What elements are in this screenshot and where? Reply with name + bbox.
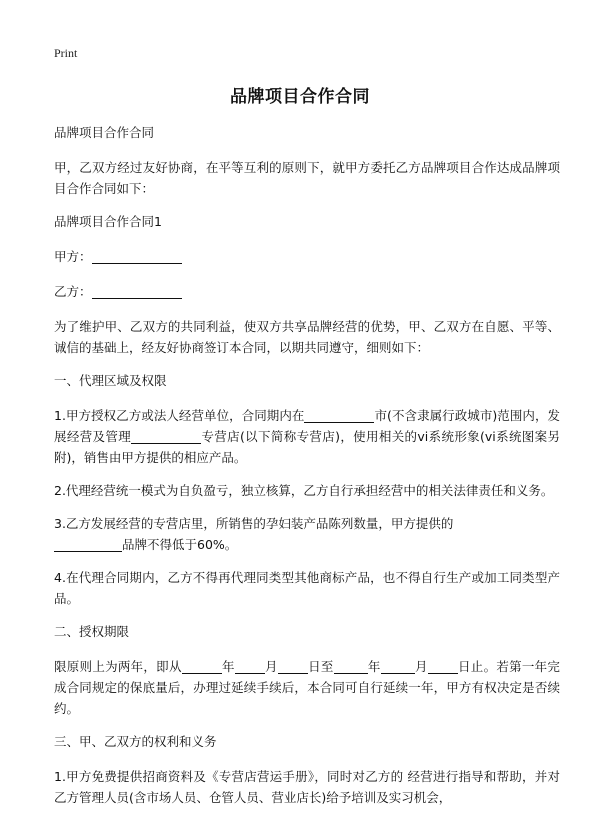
term-month-1: 月 <box>264 659 278 674</box>
term-paragraph <box>54 656 560 719</box>
section-heading-1: 一、代理区域及权限 <box>54 373 167 388</box>
party-b-line <box>54 281 560 302</box>
print-link[interactable]: Print <box>54 46 78 60</box>
preamble-paragraph: 为了维护甲、乙双方的共同利益，使双方共享品牌经营的优势，甲、乙双方在自愿、平等、诚信的基础上，经友好协商签订本合同，以期共同遵守，细则如下： <box>54 319 560 355</box>
clause-1-3-part-b: 品牌不得低于60%。 <box>122 537 238 552</box>
brand-blank <box>54 537 122 552</box>
intro-paragraph: 甲，乙双方经过友好协商，在平等互利的原则下，就甲方委托乙方品牌项目合作达成品牌项目合作合同如下： <box>54 160 560 196</box>
intro-heading: 品牌项目合作合同 <box>54 125 155 140</box>
clause-1-4: 4.在代理合同期内，乙方不得再代理同类型其他商标产品，也不得自行生产或加工同类型产品。 <box>54 570 560 606</box>
section-heading-2: 二、授权期限 <box>54 624 130 639</box>
clause-1-1-part-c: 专营店(以下简称专营店)，使用相关的vi系统形象(vi系统图案另附)，销售由甲方提供的相应产品。 <box>54 429 560 465</box>
document-body <box>54 122 560 820</box>
store-brand-blank <box>131 429 201 444</box>
term-year-1: 年 <box>221 659 235 674</box>
party-a-line <box>54 246 560 267</box>
end-day-blank <box>428 659 458 674</box>
city-blank <box>304 408 374 423</box>
section-heading-3: 三、甲、乙双方的权利和义务 <box>54 734 217 749</box>
term-month-2: 月 <box>414 659 428 674</box>
clause-3-1: 1.甲方免费提供招商资料及《专营店营运手册》，同时对乙方的 经营进行指导和帮助，并对乙方管理人员(含市场人员、仓管人员、营业店长)给予培训及实习机会， <box>54 769 560 805</box>
clause-1-2: 2.代理经营统一模式为自负盈亏，独立核算，乙方自行承担经营中的相关法律责任和义务。 <box>54 483 554 498</box>
document-title: 品牌项目合作合同 <box>230 87 370 107</box>
term-part-g: 日止。若第一年完成合同规定的保底量后，办理过延续手续后，本合同可自行延续一年，甲方有权决定是否续约。 <box>54 659 560 716</box>
end-month-blank <box>381 659 415 674</box>
party-b-label: 乙方： <box>54 284 92 299</box>
start-day-blank <box>278 659 308 674</box>
clause-1-1-part-b: 市(不含隶属行政城市)范围内，发展经营及管理 <box>54 408 560 444</box>
contract-subtitle: 品牌项目合作合同1 <box>54 214 162 229</box>
clause-1-3-part-a: 3.乙方发展经营的专营店里，所销售的孕妇装产品陈列数量，甲方提供的 <box>54 516 454 531</box>
term-part-a: 限原则上为两年，即从 <box>54 659 182 674</box>
end-year-blank <box>334 659 368 674</box>
party-a-blank <box>92 249 182 264</box>
term-year-2: 年 <box>367 659 381 674</box>
clause-1-3 <box>54 513 560 555</box>
party-b-blank <box>92 284 182 299</box>
start-year-blank <box>182 659 222 674</box>
start-month-blank <box>235 659 265 674</box>
clause-1-1-part-a: 1.甲方授权乙方或法人经营单位，合同期内在 <box>54 408 305 423</box>
clause-1-1 <box>54 405 560 468</box>
party-a-label: 甲方： <box>54 249 92 264</box>
term-day-1: 日至 <box>307 659 334 674</box>
